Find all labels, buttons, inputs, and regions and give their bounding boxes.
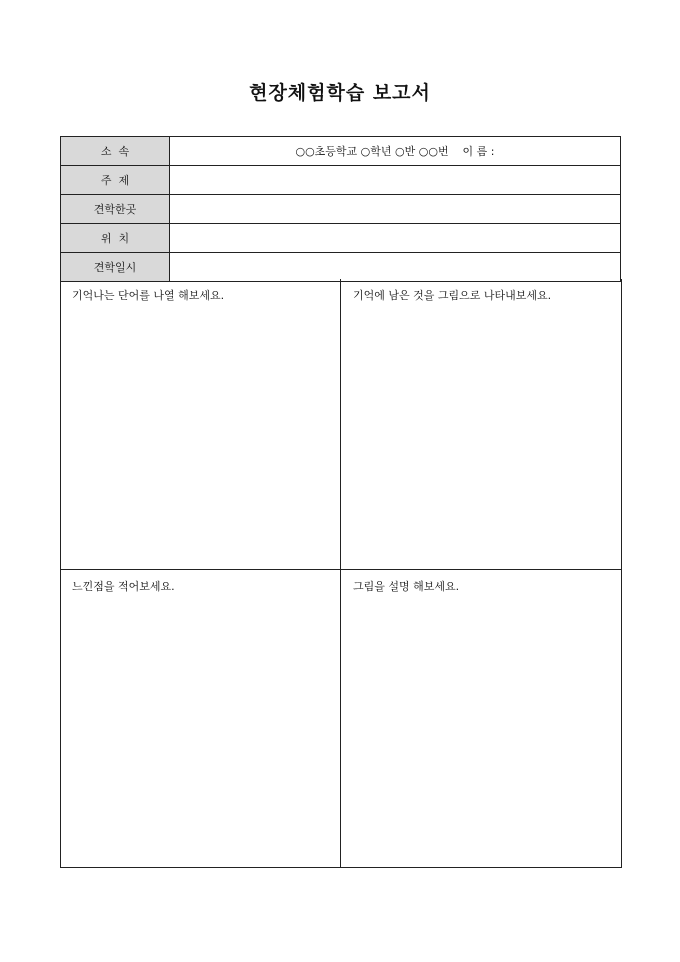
drawing-box[interactable]: [341, 279, 621, 569]
location-row: [61, 224, 621, 253]
answer-grid: [60, 279, 622, 868]
words-prompt: 기억나는 단어를 나열 해보세요.: [72, 289, 225, 302]
date-label: 견학일시: [61, 253, 170, 282]
place-row: [61, 195, 621, 224]
affiliation-row: [61, 137, 621, 166]
location-label: 위 치: [61, 224, 170, 253]
topic-row: [61, 166, 621, 195]
info-table: [60, 136, 621, 282]
page-title: 현장체험학습 보고서: [249, 82, 431, 104]
explain-prompt: 그림을 설명 해보세요.: [353, 580, 460, 593]
affiliation-field[interactable]: ○○초등학교 ○학년 ○반 ○○번 이 름 :: [170, 137, 621, 166]
feelings-box[interactable]: [61, 570, 340, 867]
location-field[interactable]: [170, 224, 621, 253]
drawing-prompt: 기억에 남은 것을 그림으로 나타내보세요.: [353, 289, 552, 302]
affiliation-label: 소 속: [61, 137, 170, 166]
date-row: [61, 253, 621, 282]
place-label: 견학한곳: [61, 195, 170, 224]
words-box[interactable]: [61, 279, 340, 569]
explain-box[interactable]: [341, 570, 621, 867]
feelings-prompt: 느낀점을 적어보세요.: [72, 580, 175, 593]
topic-field[interactable]: [170, 166, 621, 195]
topic-label: 주 제: [61, 166, 170, 195]
place-field[interactable]: [170, 195, 621, 224]
date-field[interactable]: [170, 253, 621, 282]
